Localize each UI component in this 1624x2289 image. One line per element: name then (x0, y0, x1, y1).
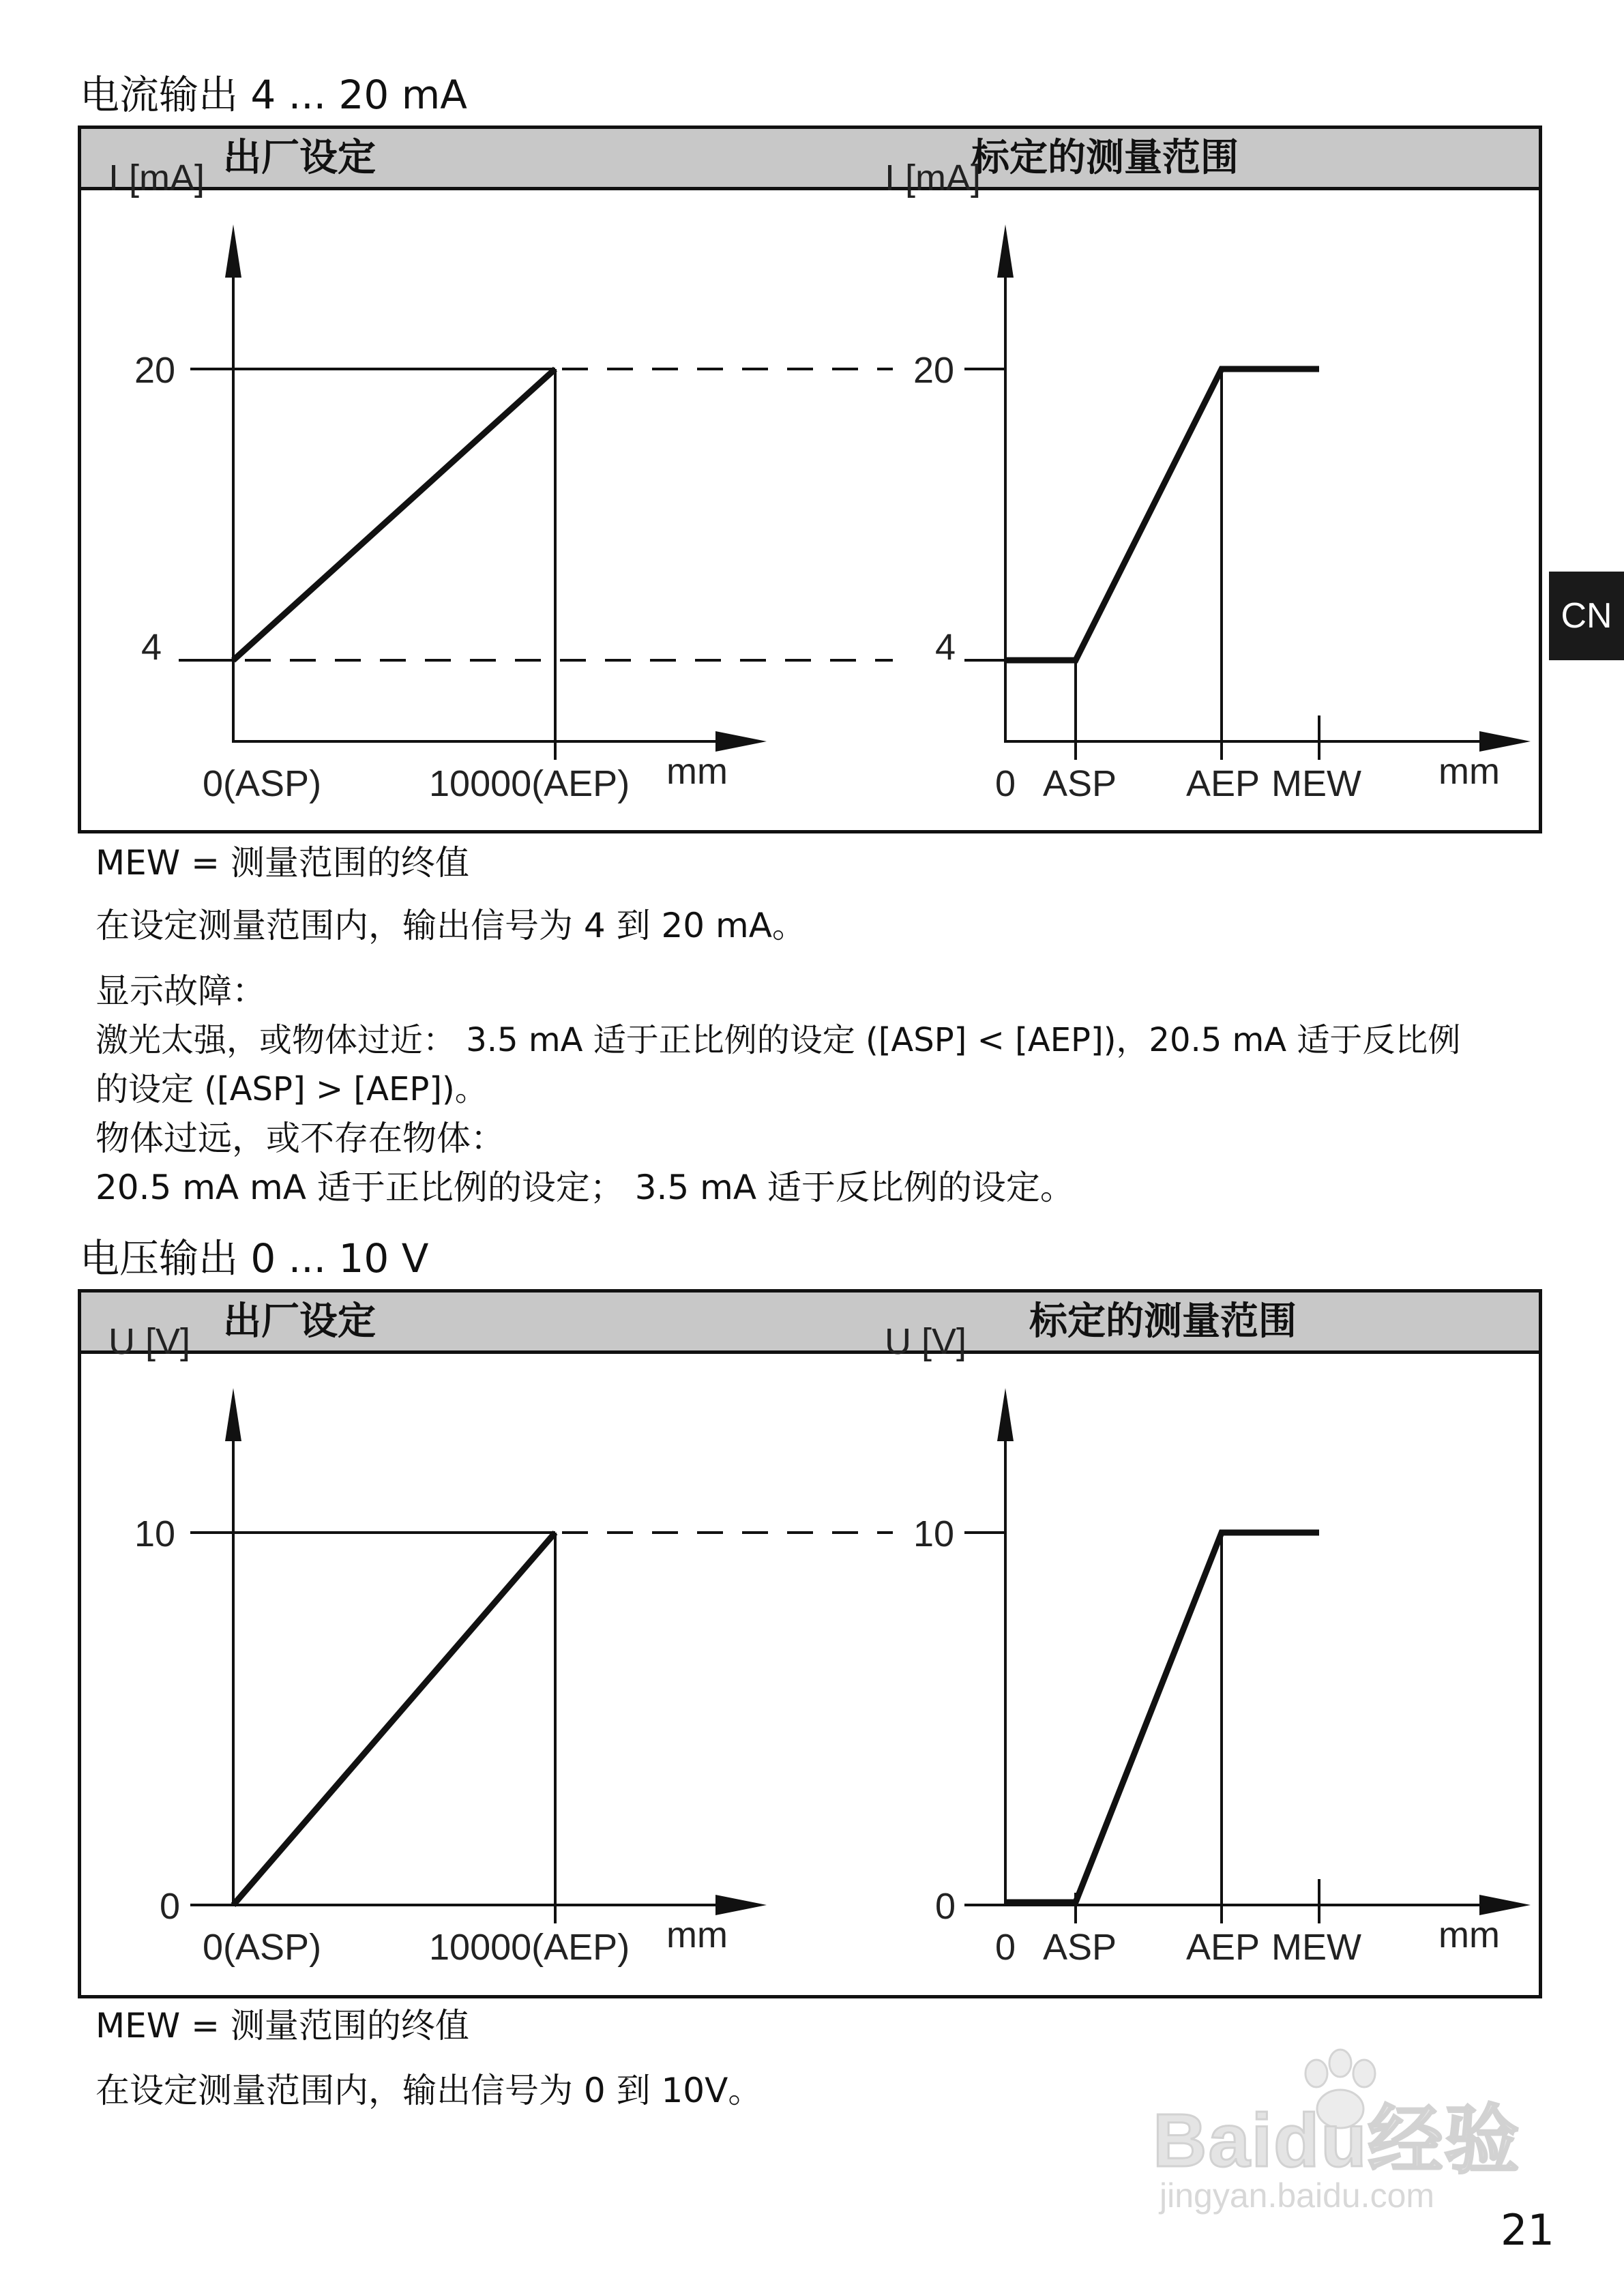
left-x-tick-label-start: 0(ASP) (203, 763, 322, 804)
header-factory-setting: 出厂设定 (223, 1299, 376, 1344)
left-y-tick-label-low: 0 (160, 1886, 181, 1927)
left-x-axis-arrowhead (715, 1895, 767, 1915)
language-tab: CN (1549, 572, 1624, 660)
right-x-tick-label-asp: ASP (1043, 1927, 1117, 1968)
left-x-tick-label-end: 10000(AEP) (429, 763, 630, 804)
watermark-url: jingyan.baidu.com (1160, 2176, 1435, 2215)
left-x-unit-label: mm (666, 1915, 728, 1955)
left-y-axis-arrowhead (225, 1388, 241, 1441)
current-mew-note: MEW = 测量范围的终值 (95, 843, 469, 883)
right-x-axis-arrowhead (1479, 1895, 1531, 1915)
left-y-tick-label-high: 20 (134, 350, 176, 391)
right-signal-line (1005, 369, 1319, 660)
fault-line-3: 物体过远，或不存在物体： (95, 1119, 505, 1158)
left-x-tick-label-end: 10000(AEP) (429, 1927, 630, 1968)
right-y-axis-arrowhead (997, 224, 1014, 278)
right-x-tick-label-zero: 0 (995, 1927, 1016, 1968)
current-diagram-panel (78, 125, 1542, 833)
right-y-tick-label-high: 10 (913, 1513, 955, 1554)
left-y-tick-label-high: 10 (134, 1513, 176, 1554)
page-number: 21 (1501, 2205, 1554, 2255)
left-signal-line (233, 1533, 555, 1905)
right-x-unit-label: mm (1438, 1915, 1500, 1955)
left-x-unit-label: mm (666, 751, 728, 792)
left-x-axis-arrowhead (715, 731, 767, 752)
left-y-axis-label: I [mA] (108, 158, 205, 198)
right-y-tick-label-low: 0 (935, 1886, 956, 1927)
fault-line-2: 的设定 ([ASP] > [AEP])。 (95, 1070, 488, 1108)
right-x-unit-label: mm (1438, 751, 1500, 792)
left-x-tick-label-start: 0(ASP) (203, 1927, 322, 1968)
current-range-note: 在设定测量范围内，输出信号为 4 到 20 mA。 (95, 906, 806, 945)
right-y-axis-label: I [mA] (885, 158, 981, 198)
voltage-range-note: 在设定测量范围内，输出信号为 0 到 10V。 (95, 2071, 763, 2110)
header-factory-setting: 出厂设定 (223, 136, 376, 180)
current-section-heading: 电流输出 4 ... 20 mA (80, 72, 467, 118)
header-calibrated-range: 标定的测量范围 (1029, 1299, 1297, 1344)
left-y-axis-label: U [V] (108, 1321, 191, 1362)
right-x-tick-label-mew: MEW (1271, 1927, 1361, 1968)
right-x-tick-label-zero: 0 (995, 763, 1016, 804)
left-y-tick-label-low: 4 (141, 627, 162, 668)
current-diagrams-svg (81, 129, 1546, 837)
right-y-tick-label-high: 20 (913, 350, 955, 391)
right-y-axis-label: U [V] (885, 1321, 967, 1362)
header-calibrated-range: 标定的测量范围 (971, 136, 1239, 180)
right-y-tick-label-low: 4 (935, 627, 956, 668)
fault-title: 显示故障： (95, 971, 266, 1011)
right-signal-line (1005, 1533, 1319, 1902)
voltage-mew-note: MEW = 测量范围的终值 (95, 2006, 469, 2046)
left-y-axis-arrowhead (225, 224, 241, 278)
right-x-tick-label-aep: AEP (1186, 763, 1260, 804)
right-x-tick-label-aep: AEP (1186, 1927, 1260, 1968)
right-x-tick-label-mew: MEW (1271, 763, 1361, 804)
voltage-section-heading: 电压输出 0 ... 10 V (80, 1235, 429, 1282)
left-signal-line (233, 369, 555, 660)
right-x-axis-arrowhead (1479, 731, 1531, 752)
right-y-axis-arrowhead (997, 1388, 1014, 1441)
fault-line-1: 激光太强，或物体过近： 3.5 mA 适于正比例的设定 ([ASP] < [AEP])，20.5 mA 适于反比例 (95, 1021, 1461, 1059)
voltage-diagrams-svg (81, 1293, 1546, 2002)
voltage-diagram-panel (78, 1289, 1542, 1998)
watermark-brand: Baidu经验 (1153, 2099, 1521, 2183)
baidu-watermark (1153, 2046, 1535, 2224)
right-x-tick-label-asp: ASP (1043, 763, 1117, 804)
fault-line-4: 20.5 mA mA 适于正比例的设定； 3.5 mA 适于反比例的设定。 (95, 1168, 1074, 1207)
